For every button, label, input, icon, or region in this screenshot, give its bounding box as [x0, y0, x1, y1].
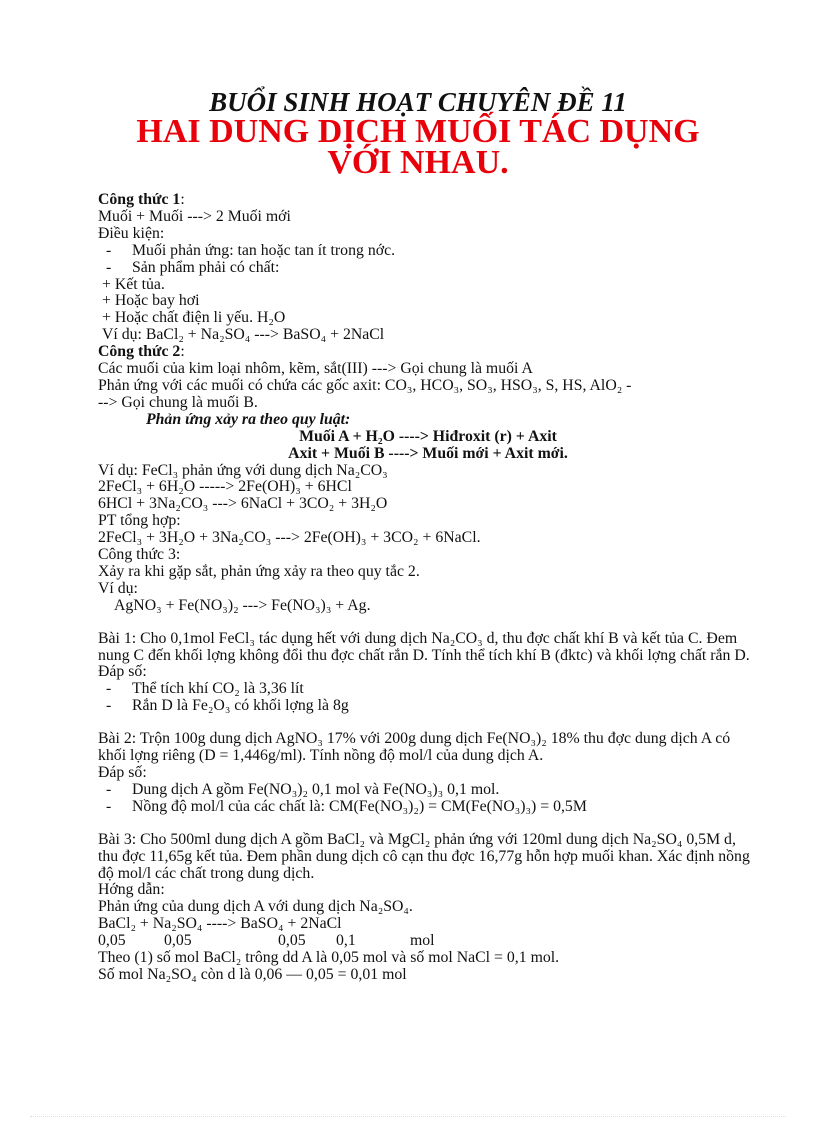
guide-label: Hớng dẫn:	[98, 881, 165, 899]
mole-unit: mol	[410, 932, 435, 950]
rule-heading: Phản ứng xảy ra theo quy luật:	[146, 410, 351, 428]
exercise-2: Bài 2: Trộn 100g dung dịch AgNO₃ 17% với 200g dung dịch Fe(NO₃)₂ 18% thu đợc dung dịch A có khối lợng riêng (D = 1,446g/ml). Tính nồng độ mol/l của dung dịch A.	[98, 730, 731, 765]
formula1-heading: Công thức 1:	[98, 191, 185, 208]
formula3-heading: Công thức 3:	[98, 546, 181, 564]
answer-label: Đáp số:	[98, 663, 147, 681]
bullet-item: - Nồng độ mol/l của các chất là: CM(Fe(NO₃)₂) = CM(Fe(NO₃)₃) = 0,5M	[106, 797, 587, 815]
topic-title-line2: VỚI NHAU.	[327, 144, 509, 181]
bullet-item: - Muối phản ứng: tan hoặc tan ít trong nớc.	[106, 241, 396, 259]
equation-line: 6HCl + 3Na₂CO₃ ---> 6NaCl + 3CO₂ + 3H₂O	[98, 495, 388, 513]
text-line: --> Gọi chung là muối B.	[98, 393, 258, 411]
mole-value: 0,05	[164, 932, 192, 950]
formula2-heading: Công thức 2:	[98, 343, 185, 361]
text-line: + Kết tủa.	[102, 275, 165, 293]
example-line: Ví dụ: BaCl₂ + Na₂SO₄ ---> BaSO₄ + 2NaCl	[102, 326, 385, 344]
answer-label: Đáp số:	[98, 764, 147, 781]
example-line: Ví dụ: FeCl₃ phản ứng với dung dịch Na₂CO₃	[98, 461, 388, 479]
exercise-1: Bài 1: Cho 0,1mol FeCl₃ tác dụng hết với dung dịch Na₂CO₃ d, thu đợc chất khí B và kết tủa C. Đem nung C đến khối lợng không đổi thu đợc chất rắn D. Tính thể tích khí B (đktc) và khối lợng chất rắn D.	[98, 629, 750, 664]
rule-equation: Muối A + H₂O ----> Hiđroxit (r) + Axit	[299, 427, 557, 445]
mole-value: 0,1	[336, 932, 356, 950]
text-line: Muối + Muối ---> 2 Muối mới	[98, 207, 291, 225]
text-line: Số mol Na₂SO₄ còn d là 0,06 — 0,05 = 0,01 mol	[98, 965, 407, 983]
topic-title-line1: HAI DUNG DỊCH MUỐI TÁC DỤNG	[136, 113, 700, 150]
text-line: Theo (1) số mol BaCl₂ trông dd A là 0,05 mol và số mol NaCl = 0,1 mol.	[98, 949, 560, 967]
text-line: Điều kiện:	[98, 224, 165, 242]
example-line: Ví dụ:	[98, 579, 138, 597]
bullet-item: - Sản phẩm phải có chất:	[106, 258, 280, 276]
text-line: + Hoặc bay hơi	[102, 292, 200, 310]
mole-value: 0,05	[278, 932, 306, 950]
document-body	[98, 192, 758, 984]
mole-row	[98, 933, 758, 950]
bullet-item: - Rắn D là Fe₂O₃ có khối lợng là 8g	[106, 697, 349, 715]
text-line: Các muối của kim loại nhôm, kẽm, sắt(III) ---> Gọi chung là muối A	[98, 360, 533, 378]
session-title: BUỔI SINH HOẠT CHUYÊN ĐỀ 11	[209, 87, 627, 117]
text-line: Phản ứng với các muối có chứa các gốc axit: CO₃, HCO₃, SO₃, HSO₃, S, HS, AlO₂ -	[98, 376, 632, 394]
mole-value: 0,05	[98, 932, 126, 950]
text-line: Xảy ra khi gặp sắt, phản ứng xảy ra theo quy tắc 2.	[98, 562, 420, 580]
bullet-item: - Thể tích khí CO₂ là 3,36 lít	[106, 680, 304, 698]
page-divider	[30, 1116, 786, 1117]
equation-line: AgNO₃ + Fe(NO₃)₂ ---> Fe(NO₃)₃ + Ag.	[114, 596, 371, 614]
equation-line: 2FeCl₃ + 6H₂O -----> 2Fe(OH)₃ + 6HCl	[98, 478, 352, 496]
bullet-item: - Dung dịch A gồm Fe(NO₃)₂ 0,1 mol và Fe(NO₃)₃ 0,1 mol.	[106, 780, 500, 798]
document-page	[98, 88, 758, 984]
text-line: PT tổng hợp:	[98, 512, 181, 530]
equation-line: BaCl₂ + Na₂SO₄ ----> BaSO₄ + 2NaCl	[98, 915, 342, 933]
exercise-3: Bài 3: Cho 500ml dung dịch A gồm BaCl₂ và MgCl₂ phản ứng với 120ml dung dịch Na₂SO₄ 0,5M d, thu đợc 11,65g kết tủa. Đem phần dung dịch cô cạn thu đợc 16,77g hỗn hợp muối khan. Xác định nồng độ mol/l các chất trong dung dịch.	[98, 830, 750, 882]
text-line: Phản ứng của dung dịch A với dung dịch Na₂SO₄.	[98, 898, 413, 916]
equation-line: 2FeCl₃ + 3H₂O + 3Na₂CO₃ ---> 2Fe(OH)₃ + 3CO₂ + 6NaCl.	[98, 529, 481, 547]
rule-equation: Axit + Muối B ----> Muối mới + Axit mới.	[288, 444, 568, 462]
text-line: + Hoặc chất điện li yếu. H₂O	[102, 309, 286, 327]
